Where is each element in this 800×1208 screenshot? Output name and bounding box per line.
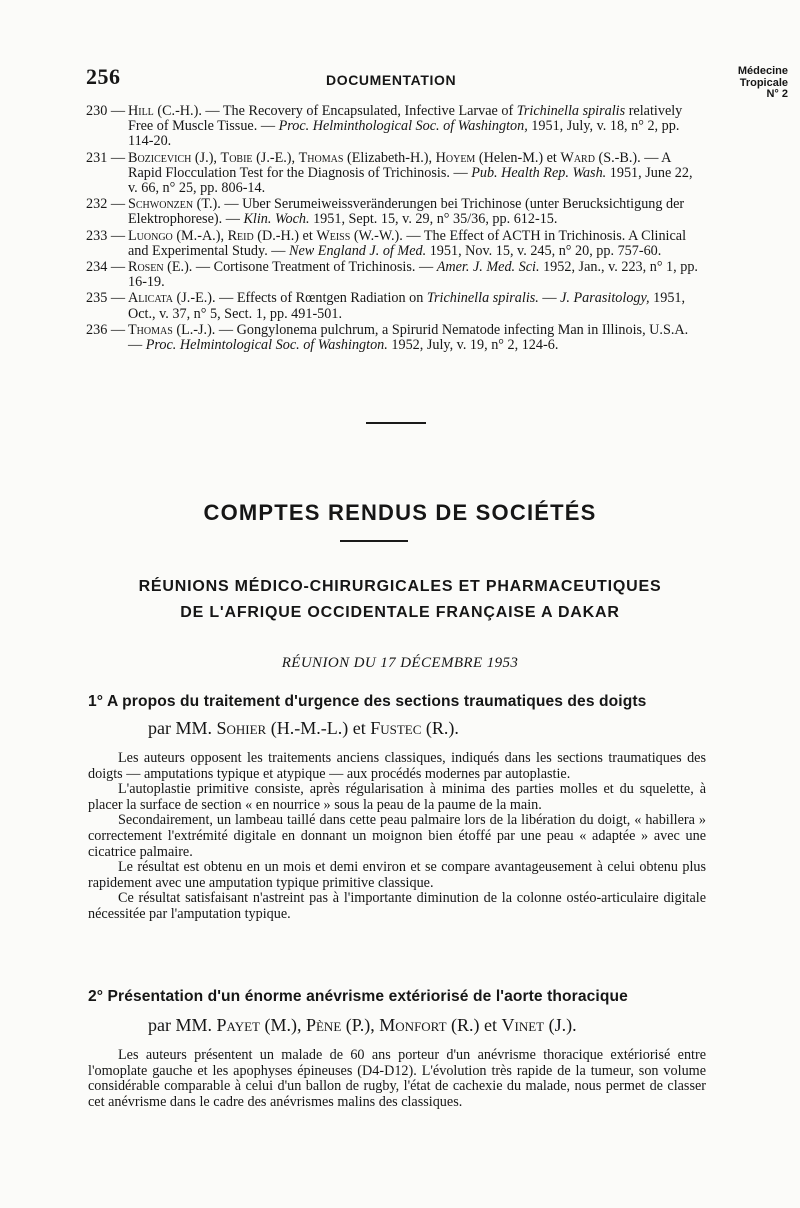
journal-tag-line: Médecine — [737, 65, 788, 77]
author-name: Monfort — [379, 1015, 447, 1035]
text-run: (L.-J.). — Gongylonema pulchrum, a Spirurid Nematode infecting Man in Illinois, U.S.A. — — [128, 321, 689, 354]
italic-text: Proc. Helmintological Soc. of Washington. — [145, 337, 388, 354]
text-run: (J.), — [191, 149, 221, 166]
running-title: DOCUMENTATION — [326, 72, 457, 88]
reference-entry — [86, 260, 704, 290]
page-number: 256 — [86, 64, 121, 89]
author-name: Fustec — [370, 718, 422, 738]
text-run: 1951, Oct., v. 37, n° 5, Sect. 1, pp. 491-501. — [128, 290, 686, 322]
paragraph: Ce résultat satisfaisant n'astreint pas à l'importante diminution de la colonne ostéo-articulaire digitale nécessitée par l'amputation typique. — [88, 890, 706, 922]
paragraph: Secondairement, un lambeau taillé dans cette peau palmaire lors de la libération du doigt, « habillera » correctement l'extrémité digitale en donnant un moignon bien étoffé par une peau « adaptée » avec une cicatrice palmaire. — [88, 812, 706, 860]
subtitle-line: DE L'AFRIQUE OCCIDENTALE FRANÇAISE A DAKAR — [180, 604, 620, 621]
reference-number: 232 — — [86, 196, 126, 213]
text-run: 1952, Jan., v. 223, n° 1, pp. 16-19. — [128, 259, 698, 291]
reference-list — [86, 104, 704, 354]
author-name: Ward — [560, 149, 595, 166]
reference-entry — [86, 229, 704, 259]
italic-text: Amer. J. Med. Sci. — [436, 259, 540, 276]
text-run: (R.). — [421, 718, 459, 738]
text-run: par MM. — [148, 1015, 217, 1035]
author-name: Tobie — [220, 149, 253, 166]
reference-entry — [86, 291, 704, 321]
text-run: (Elizabeth-H.), — [343, 149, 436, 166]
reference-number: 235 — — [86, 290, 126, 307]
italic-text: Klin. Woch. — [243, 211, 310, 228]
text-run: relatively Free of Muscle Tissue. — — [128, 103, 683, 135]
text-run: (S.-B.). — A Rapid Flocculation Test for the Diagnosis of Trichinosis. — — [128, 149, 671, 181]
author-name: Weiss — [316, 227, 351, 244]
reference-entry — [86, 151, 704, 197]
journal-tag-line: N° 2 — [766, 88, 788, 100]
article-1-title: 1° A propos du traitement d'urgence des sections traumatiques des doigts — [88, 693, 647, 710]
text-run: 1951, June 22, v. 66, n° 25, pp. 806-14. — [128, 164, 693, 197]
text-run: par MM. — [148, 718, 217, 738]
author-name: Luongo — [128, 227, 173, 244]
reference-number: 231 — — [86, 149, 126, 166]
text-run: (R.) et — [446, 1015, 502, 1035]
author-name: Hill — [128, 103, 154, 119]
journal-tag — [718, 66, 788, 101]
text-run: 1951, Nov. 15, v. 245, n° 20, pp. 757-60. — [426, 242, 662, 259]
italic-text: Pub. Health Rep. Wash. — [471, 164, 607, 181]
paragraph: Les auteurs opposent les traitements anciens classiques, indiqués dans les sections traumatiques des doigts — amputations typique et atypique — aux procédés modernes par autoplastie. — [88, 750, 706, 782]
text-run: 1952, July, v. 19, n° 2, 124-6. — [387, 337, 559, 354]
text-run: (P.), — [341, 1015, 380, 1035]
reference-entry — [86, 197, 704, 227]
reference-number: 236 — — [86, 321, 126, 338]
text-run: (J.-E.), — [252, 149, 299, 166]
text-run: (W.-W.). — The Effect of ACTH in Trichinosis. A Clinical and Experimental Study. — — [128, 227, 687, 259]
italic-text: Trichinella spiralis — [516, 103, 626, 119]
author-name: Sohier — [216, 718, 267, 738]
reference-entry — [86, 104, 704, 150]
text-run: (M.), — [259, 1015, 306, 1035]
author-name: Thomas — [298, 149, 344, 166]
journal-tag-line: Tropicale — [739, 76, 788, 89]
text-run: — — [538, 290, 561, 307]
italic-text: New England J. of Med. — [289, 242, 427, 259]
article-2-body — [88, 1048, 706, 1110]
author-name: Bozicevich — [128, 149, 192, 166]
text-run: (D.-H.) et — [253, 227, 317, 244]
author-name: Alicata — [128, 290, 173, 307]
reference-entry — [86, 323, 704, 353]
article-2-authors — [148, 1015, 708, 1036]
paragraph: Le résultat est obtenu en un mois et demi environ et se compare avantageusement à celui obtenu plus rapidement avec une amputation typique primitive classique. — [88, 859, 706, 891]
author-name: Rosen — [128, 259, 164, 276]
italic-text: J. Parasitology, — [560, 290, 650, 307]
section-title: COMPTES RENDUS DE SOCIÉTÉS — [203, 500, 597, 525]
paragraph: Les auteurs présentent un malade de 60 ans porteur d'un anévrisme thoracique extériorisé entre l'omoplate gauche et les apophyses épineuses (D4-D12). L'évolution très rapide de la tumeur, son volume considérable comparable à celui d'un ballon de rugby, l'état de cachexie du malade, nous permet de classer cet anévrisme dans le cadre des anévrismes malins des classiques. — [88, 1047, 706, 1110]
text-run: 1951, Sept. 15, v. 29, n° 35/36, pp. 612-15. — [309, 211, 558, 228]
reference-number: 233 — — [86, 227, 126, 244]
author-name: Thomas — [128, 321, 173, 338]
author-name: Hoyem — [435, 149, 476, 166]
italic-text: Trichinella spiralis. — [426, 290, 539, 307]
reference-number: 234 — — [86, 259, 126, 276]
separator-rule — [366, 422, 426, 424]
author-name: Payet — [216, 1015, 260, 1035]
text-run: (C.-H.). — The Recovery of Encapsulated, Infective Larvae of — [153, 103, 517, 119]
article-1-body — [88, 751, 706, 923]
meeting-date: RÉUNION DU 17 DÉCEMBRE 1953 — [281, 655, 519, 671]
subtitle-line: RÉUNIONS MÉDICO-CHIRURGICALES ET PHARMACEUTIQUES — [138, 578, 662, 595]
text-run: 1951, July, v. 18, n° 2, pp. 114-20. — [128, 118, 680, 150]
text-run: (Helen-M.) et — [475, 149, 561, 166]
author-name: Schwonzen — [128, 196, 194, 213]
author-name: Vinet — [501, 1015, 545, 1035]
text-run: (E.). — Cortisone Treatment of Trichinosis. — — [163, 259, 437, 276]
section-subtitle — [0, 574, 800, 626]
text-run: (J.). — [544, 1015, 577, 1035]
article-2-title: 2° Présentation d'un énorme anévrisme extériorisé de l'aorte thoracique — [88, 988, 628, 1005]
paragraph: L'autoplastie primitive consiste, après régularisation à minima des parties molles et du squelette, à placer la surface de section « en nourrice » sous la peau de la paume de la main. — [88, 781, 706, 813]
text-run: (H.-M.-L.) et — [266, 718, 371, 738]
italic-text: Proc. Helminthological Soc. of Washington, — [278, 118, 528, 135]
text-run: (J.-E.). — Effects of Rœntgen Radiation on — [173, 290, 427, 307]
author-name: Reid — [227, 227, 254, 244]
text-run: (M.-A.), — [172, 227, 228, 244]
author-name: Pène — [305, 1015, 342, 1035]
separator-rule — [340, 540, 408, 542]
text-run: (T.). — Uber Serumeiweissveränderungen bei Trichinose (unter Berucksichtigung der Elektrophorese). — — [128, 196, 685, 228]
article-1-authors — [148, 718, 708, 739]
reference-number: 230 — — [86, 103, 126, 119]
